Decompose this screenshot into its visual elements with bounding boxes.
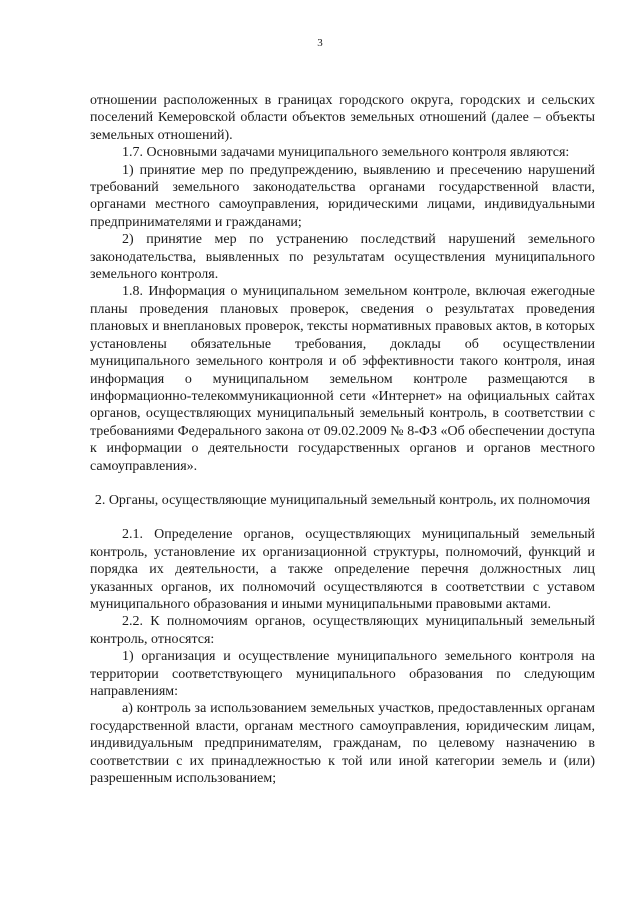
document-body	[90, 92, 595, 787]
paragraph-continuation: отношении расположенных в границах городского округа, городских и сельских поселений Кемеровской области объектов земельных отношений (далее – объекты земельных отношений).	[90, 93, 595, 143]
paragraph-2-2-item-1: 1) организация и осуществление муниципального земельного контроля на территории соответствующего муниципального образования по следующим направлениям:	[90, 649, 595, 699]
paragraph-1-8: 1.8. Информация о муниципальном земельном контроле, включая ежегодные планы проведения плановых проверок, сведения о результатах проведения плановых и внеплановых проверок, тексты нормативных правовых актов, в которых установлены обязательные требования, доклады об осуществлении муниципального земельного контроля и об эффективности такого контроля, иная информация о муниципальном земельном контроле размещаются в информационно-телекоммуникационной сети «Интернет» на официальных сайтах органов, осуществляющих муниципальный земельный контроль, в соответствии с требованиями Федерального закона от 09.02.2009 № 8-ФЗ «Об обеспечении доступа к информации о деятельности государственных органов и органов местного самоуправления».	[90, 284, 595, 474]
page-number: 3	[317, 37, 323, 49]
paragraph-1-7-item-1: 1) принятие мер по предупреждению, выявлению и пресечению нарушений требований земельного законодательства органами государственной власти, органами местного самоуправления, юридическими лицами, индивидуальными предпринимателями и гражданами;	[90, 162, 595, 230]
paragraph-2-2: 2.2. К полномочиям органов, осуществляющих муниципальный земельный контроль, относятся:	[90, 614, 595, 647]
section-2-heading: 2. Органы, осуществляющие муниципальный земельный контроль, их полномочия	[94, 492, 591, 508]
paragraph-2-2-item-a: а) контроль за использованием земельных участков, предоставленных органам государственной власти, органам местного самоуправления, юридическим лицам, индивидуальным предпринимателям, гражданам, по целевому назначению в соответствии с их принадлежностью к той или иной категории земель и (или) разрешенным использованием;	[90, 701, 595, 787]
paragraph-1-7: 1.7. Основными задачами муниципального земельного контроля являются:	[122, 145, 570, 161]
paragraph-2-1: 2.1. Определение органов, осуществляющих муниципальный земельный контроль, установление их организационной структуры, полномочий, функций и порядка их деятельности, а также определение перечня должностных лиц указанных органов, их полномочий осуществляются в соответствии с уставом муниципального образования и иными муниципальными правовыми актами.	[90, 527, 595, 612]
paragraph-1-7-item-2: 2) принятие мер по устранению последствий нарушений земельного законодательства, выявленных по результатам осуществления муниципального земельного контроля.	[90, 232, 595, 283]
